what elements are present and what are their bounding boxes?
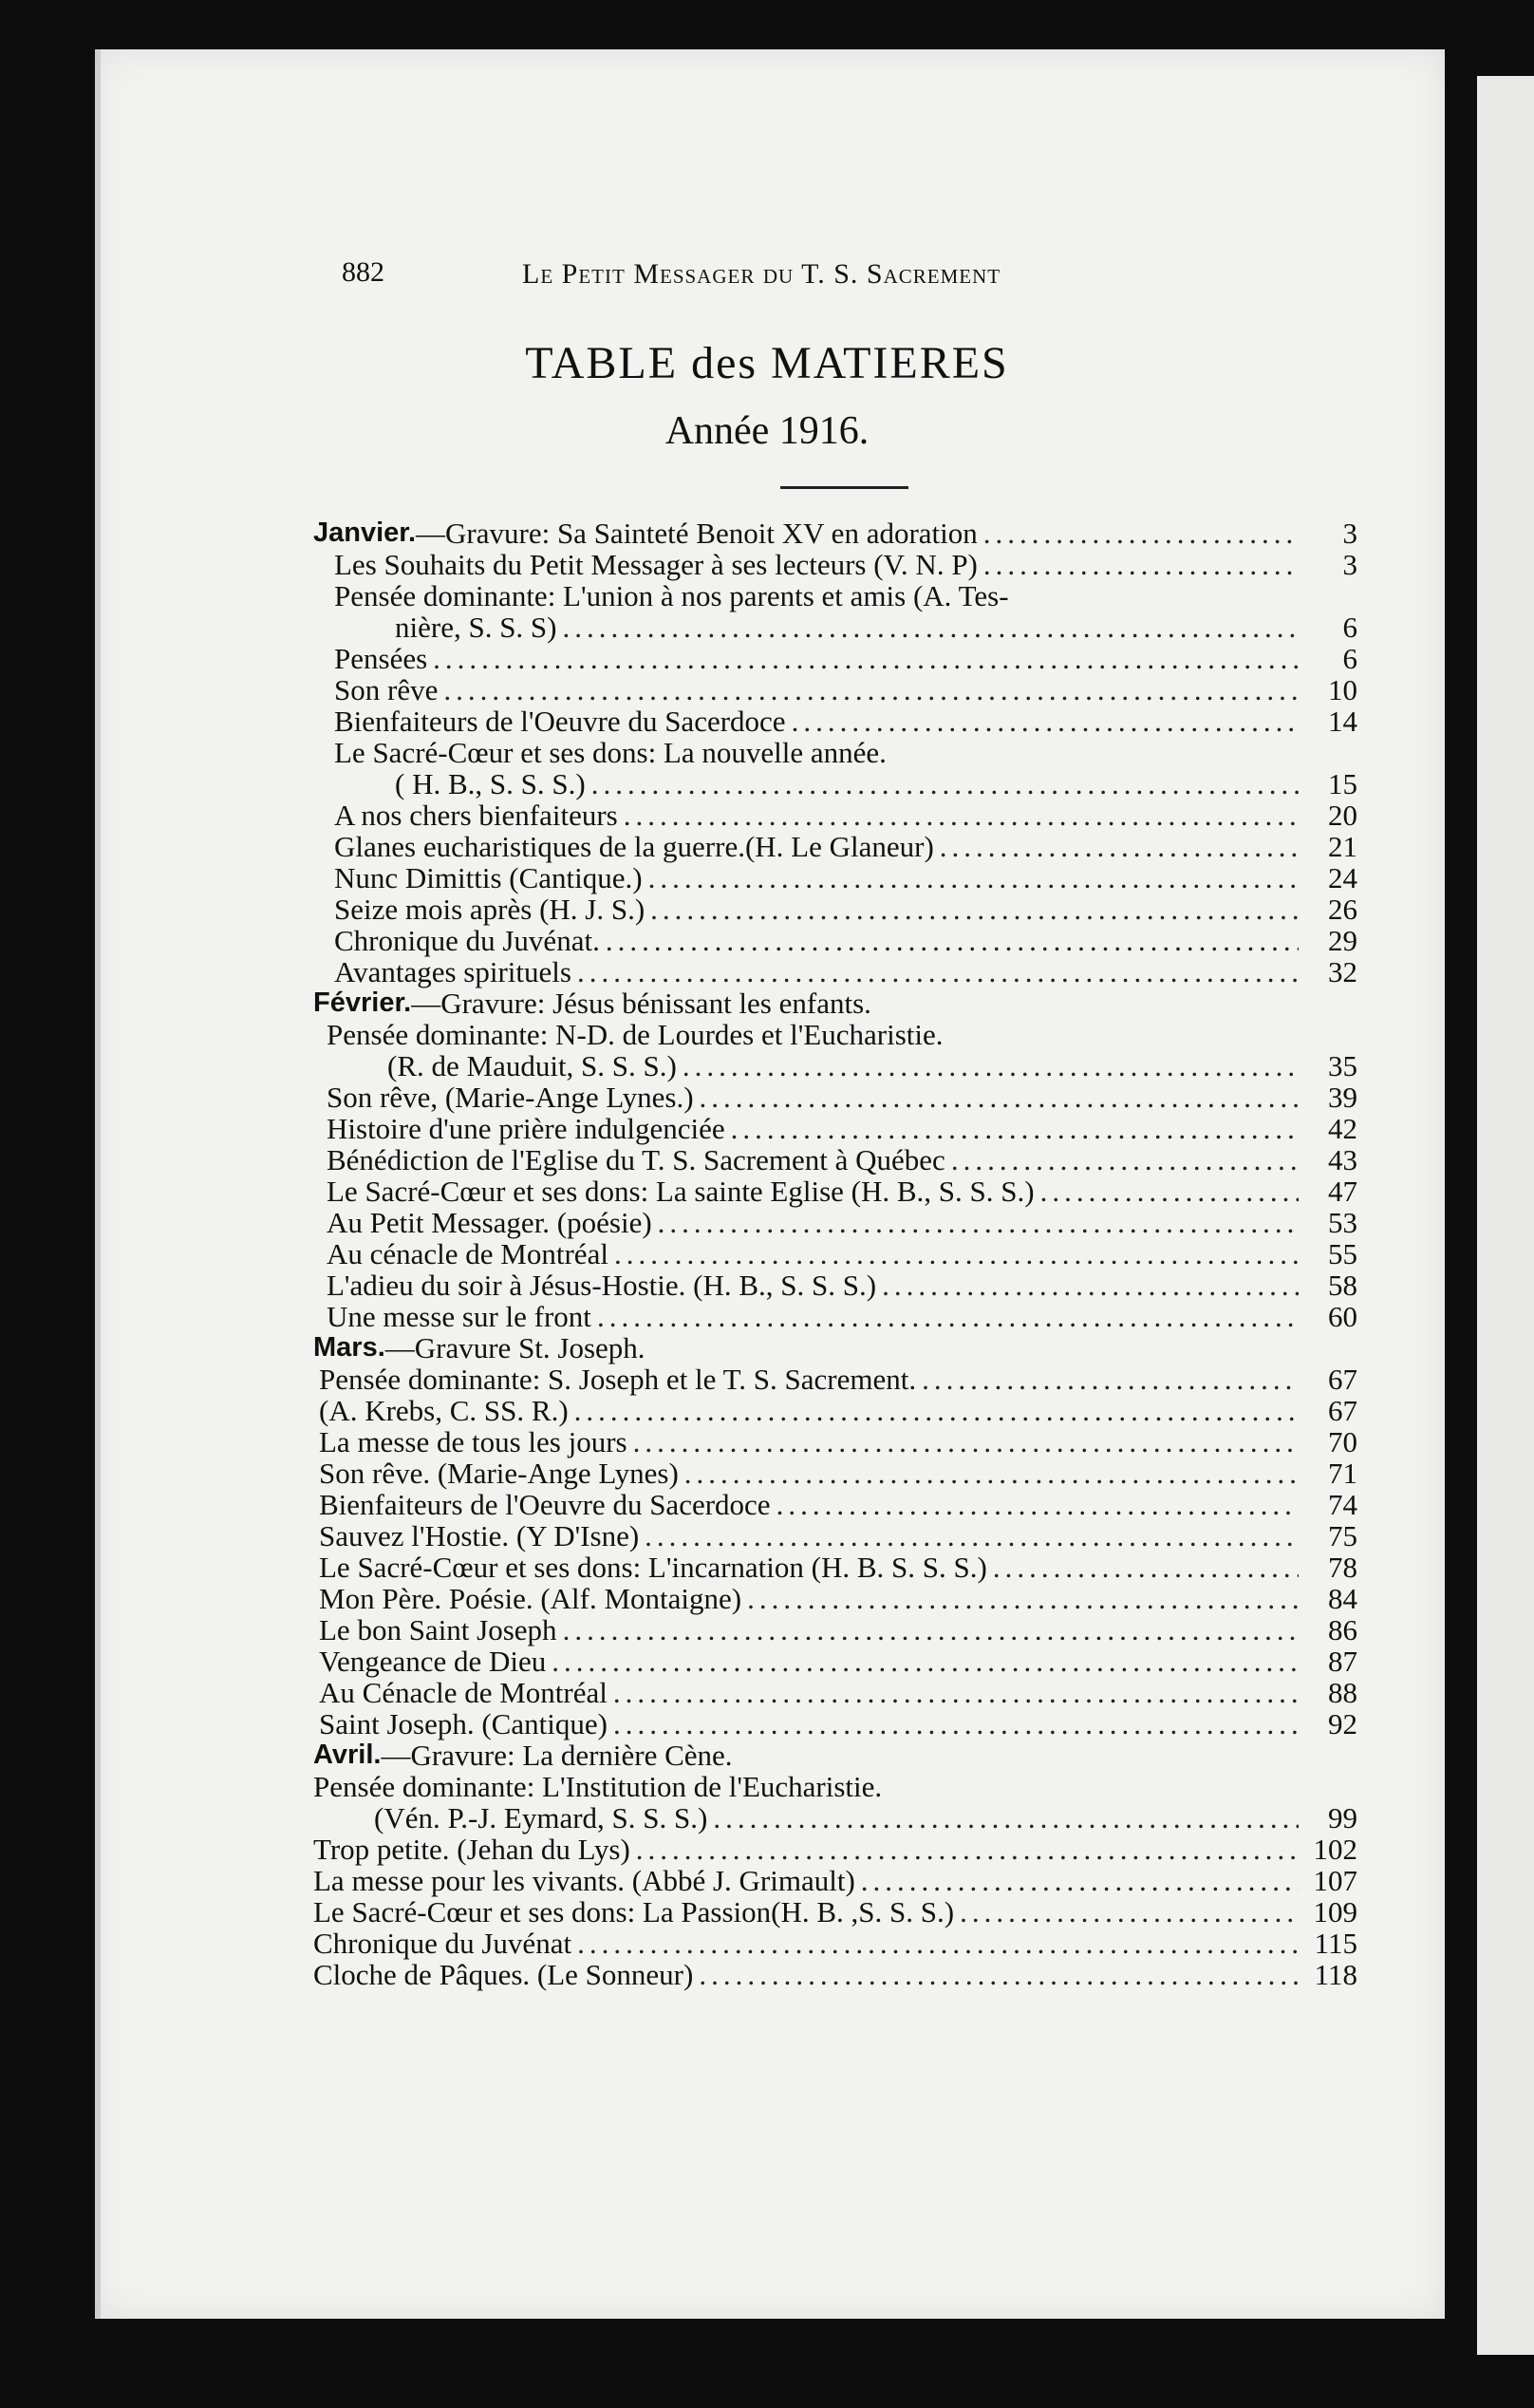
toc-entry-text: Pensée dominante: L'Institution de l'Eucharistie. <box>313 1770 883 1803</box>
toc-entry-text: Au Petit Messager. (poésie) <box>327 1206 652 1239</box>
toc-entry-text: —Gravure: Sa Sainteté Benoit XV en adoration <box>416 517 978 550</box>
toc-entry-text: L'adieu du soir à Jésus-Hostie. (H. B., S. S. S.) <box>327 1269 877 1302</box>
leader-dots <box>552 1646 1299 1677</box>
toc-page-number: 3 <box>1342 548 1357 581</box>
month-label: Avril. <box>313 1740 382 1770</box>
toc-page-number: 78 <box>1328 1551 1357 1584</box>
month-label: Mars. <box>313 1332 385 1363</box>
toc-entry-text: Saint Joseph. (Cantique) <box>319 1707 608 1740</box>
leader-dots <box>699 1959 1299 1990</box>
toc-line <box>313 1677 1357 1708</box>
toc-line <box>313 1614 1357 1646</box>
toc-entry-text: Pensées <box>334 642 428 675</box>
toc-entry-text: Son rêve. (Marie-Ange Lynes) <box>319 1457 679 1490</box>
toc-line <box>313 1113 1357 1144</box>
leader-dots <box>443 674 1299 705</box>
toc-line <box>313 1896 1357 1928</box>
toc-entry-text: Bienfaiteurs de l'Oeuvre du Sacerdoce <box>319 1488 771 1521</box>
toc-entry-text: Sauvez l'Hostie. (Y D'Isne) <box>319 1519 640 1552</box>
toc-page-number: 6 <box>1342 611 1357 644</box>
toc-line <box>313 1740 1357 1771</box>
toc-line <box>313 705 1357 737</box>
toc-line <box>313 956 1357 988</box>
toc-line <box>313 517 1357 549</box>
toc-line <box>313 1176 1357 1207</box>
toc-line <box>313 831 1357 862</box>
toc-line <box>313 1270 1357 1301</box>
title-rule <box>780 486 908 489</box>
leader-dots <box>792 705 1299 737</box>
toc-entry-text: Bénédiction de l'Eglise du T. S. Sacrement à Québec <box>327 1143 945 1176</box>
toc-entry-text: A nos chers bienfaiteurs <box>334 799 618 832</box>
leader-dots <box>731 1113 1299 1144</box>
leader-dots <box>433 643 1299 674</box>
toc-line <box>313 1928 1357 1959</box>
toc-page-number: 99 <box>1328 1801 1357 1834</box>
toc-page-number: 6 <box>1342 642 1357 675</box>
leader-dots <box>577 956 1299 988</box>
toc-entry-text: —Gravure St. Joseph. <box>384 1331 645 1364</box>
toc-page-number: 35 <box>1328 1049 1357 1082</box>
toc-page-number: 70 <box>1328 1425 1357 1458</box>
toc-page-number: 71 <box>1328 1457 1357 1490</box>
toc-page-number: 92 <box>1328 1707 1357 1740</box>
leader-dots <box>650 894 1299 925</box>
toc-line <box>313 1301 1357 1332</box>
page-edge <box>95 49 101 2319</box>
toc-line <box>313 800 1357 831</box>
toc-page-number: 86 <box>1328 1613 1357 1646</box>
toc-page-number: 88 <box>1328 1676 1357 1709</box>
toc-page-number: 43 <box>1328 1143 1357 1176</box>
toc-entry-text: Le Sacré-Cœur et ses dons: La sainte Eglise (H. B., S. S. S.) <box>327 1175 1035 1208</box>
leader-dots <box>563 611 1300 643</box>
toc-page-number: 15 <box>1328 767 1357 800</box>
toc-entry-text: Le Sacré-Cœur et ses dons: La nouvelle année. <box>334 736 887 769</box>
toc-line <box>313 1771 1357 1802</box>
toc-line <box>313 611 1357 643</box>
toc-entry-text: nière, S. S. S) <box>395 611 557 644</box>
toc-line <box>313 580 1357 611</box>
toc-page-number: 67 <box>1328 1394 1357 1427</box>
toc-page-number: 55 <box>1328 1237 1357 1270</box>
toc-line <box>313 1364 1357 1395</box>
toc-entry-text: Nunc Dimittis (Cantique.) <box>334 861 643 894</box>
toc-page-number: 42 <box>1328 1112 1357 1145</box>
leader-dots <box>861 1865 1299 1896</box>
toc-page-number: 26 <box>1328 893 1357 926</box>
toc-page-number: 107 <box>1313 1864 1357 1897</box>
toc-page-number: 14 <box>1328 705 1357 738</box>
leader-dots <box>624 800 1299 831</box>
toc-line <box>313 894 1357 925</box>
toc-line <box>313 1834 1357 1865</box>
toc-entry-text: Chronique du Juvénat <box>313 1927 572 1960</box>
leader-dots <box>633 1426 1299 1458</box>
toc-line <box>313 737 1357 768</box>
toc-line <box>313 768 1357 800</box>
toc-page-number: 39 <box>1328 1081 1357 1114</box>
toc-line <box>313 1646 1357 1677</box>
toc-entry-text: Histoire d'une prière indulgenciée <box>327 1112 725 1145</box>
toc-line <box>313 988 1357 1019</box>
toc-page-number: 115 <box>1314 1927 1357 1960</box>
toc-entry-text: Les Souhaits du Petit Messager à ses lecteurs (V. N. P) <box>334 548 978 581</box>
toc-page-number: 53 <box>1328 1206 1357 1239</box>
toc-line <box>313 549 1357 580</box>
month-label: Janvier. <box>313 517 417 548</box>
toc-line <box>313 1426 1357 1458</box>
toc-line <box>313 1050 1357 1082</box>
toc-entry-text: Pensée dominante: S. Joseph et le T. S. Sacrement. <box>319 1363 917 1396</box>
leader-dots <box>591 768 1299 800</box>
toc-line <box>313 1959 1357 1990</box>
toc-entry-text: Glanes eucharistiques de la guerre.(H. Le Glaneur) <box>334 830 934 863</box>
leader-dots <box>960 1896 1299 1928</box>
toc-line <box>313 1489 1357 1520</box>
toc-line <box>313 643 1357 674</box>
leader-dots <box>776 1489 1299 1520</box>
toc-line <box>313 1395 1357 1426</box>
toc-page-number: 74 <box>1328 1488 1357 1521</box>
toc-entry-text: —Gravure: Jésus bénissant les enfants. <box>411 987 871 1020</box>
toc-entry-text: Vengeance de Dieu <box>319 1645 547 1678</box>
toc-entry-text: Trop petite. (Jehan du Lys) <box>313 1833 630 1866</box>
toc-page-number: 21 <box>1328 830 1357 863</box>
toc-line <box>313 1520 1357 1552</box>
month-label: Février. <box>313 988 412 1018</box>
toc-entry-text: (A. Krebs, C. SS. R.) <box>319 1394 569 1427</box>
leader-dots <box>683 1050 1299 1082</box>
leader-dots <box>1040 1176 1299 1207</box>
leader-dots <box>648 862 1299 894</box>
table-of-contents <box>313 517 1357 1990</box>
toc-entry-text: Pensée dominante: L'union à nos parents et amis (A. Tes- <box>334 579 1009 612</box>
toc-entry-text: Une messe sur le front <box>327 1300 591 1333</box>
leader-dots <box>684 1458 1299 1489</box>
toc-entry-text: Cloche de Pâques. (Le Sonneur) <box>313 1958 694 1991</box>
toc-entry-text: Son rêve, (Marie-Ange Lynes.) <box>327 1081 694 1114</box>
toc-year: Année 1916. <box>664 409 870 453</box>
leader-dots <box>613 1708 1299 1740</box>
toc-page-number: 60 <box>1328 1300 1357 1333</box>
toc-entry-text: Seize mois après (H. J. S.) <box>334 893 645 926</box>
toc-entry-text: Chronique du Juvénat. <box>334 924 600 957</box>
leader-dots <box>882 1270 1299 1301</box>
toc-line <box>313 1802 1357 1834</box>
toc-line <box>313 1708 1357 1740</box>
toc-line <box>313 1207 1357 1238</box>
leader-dots <box>597 1301 1299 1332</box>
toc-entry-text: (Vén. P.-J. Eymard, S. S. S.) <box>374 1801 708 1834</box>
leader-dots <box>983 517 1299 549</box>
leader-dots <box>993 1552 1299 1583</box>
toc-entry-text: Pensée dominante: N-D. de Lourdes et l'Eucharistie. <box>327 1018 944 1051</box>
toc-page-number: 102 <box>1313 1833 1357 1866</box>
toc-title: TABLE des MATIERES <box>525 338 1009 388</box>
toc-line <box>313 1332 1357 1364</box>
toc-entry-text: Le Sacré-Cœur et ses dons: L'incarnation (H. B. S. S. S.) <box>319 1551 987 1584</box>
leader-dots <box>983 549 1299 580</box>
leader-dots <box>922 1364 1299 1395</box>
running-title: Le Petit Messager du T. S. Sacrement <box>522 258 1001 290</box>
leader-dots <box>645 1520 1299 1552</box>
toc-entry-text: Mon Père. Poésie. (Alf. Montaigne) <box>319 1582 742 1615</box>
leader-dots <box>636 1834 1299 1865</box>
toc-entry-text: Au cénacle de Montréal <box>327 1237 608 1270</box>
toc-entry-text: La messe de tous les jours <box>319 1425 627 1458</box>
toc-entry-text: Avantages spirituels <box>334 955 571 988</box>
toc-page-number: 20 <box>1328 799 1357 832</box>
toc-page-number: 24 <box>1328 861 1357 894</box>
toc-line <box>313 1552 1357 1583</box>
toc-page-number: 29 <box>1328 924 1357 957</box>
toc-entry-text: Le Sacré-Cœur et ses dons: La Passion(H. B. ,S. S. S.) <box>313 1895 955 1928</box>
toc-entry-text: ( H. B., S. S. S.) <box>395 767 586 800</box>
page-number: 882 <box>342 256 384 288</box>
toc-line <box>313 1082 1357 1113</box>
toc-line <box>313 1019 1357 1050</box>
leader-dots <box>613 1677 1299 1708</box>
toc-page-number: 3 <box>1342 517 1357 550</box>
toc-entry-text: (R. de Mauduit, S. S. S.) <box>387 1049 677 1082</box>
toc-entry-text: —Gravure: La dernière Cène. <box>381 1739 733 1772</box>
toc-entry-text: La messe pour les vivants. (Abbé J. Grimault) <box>313 1864 855 1897</box>
leader-dots <box>563 1614 1299 1646</box>
toc-page-number: 84 <box>1328 1582 1357 1615</box>
leader-dots <box>574 1395 1299 1426</box>
leader-dots <box>606 925 1299 956</box>
toc-page-number: 67 <box>1328 1363 1357 1396</box>
toc-line <box>313 1583 1357 1614</box>
leader-dots <box>940 831 1299 862</box>
leader-dots <box>700 1082 1299 1113</box>
leader-dots <box>658 1207 1299 1238</box>
toc-page-number: 118 <box>1314 1958 1357 1991</box>
toc-entry-text: Bienfaiteurs de l'Oeuvre du Sacerdoce <box>334 705 786 738</box>
toc-line <box>313 925 1357 956</box>
toc-page-number: 109 <box>1313 1895 1357 1928</box>
page-header <box>342 256 1206 304</box>
toc-page-number: 10 <box>1328 673 1357 706</box>
toc-entry-text: Au Cénacle de Montréal <box>319 1676 608 1709</box>
toc-page-number: 75 <box>1328 1519 1357 1552</box>
toc-page-number: 47 <box>1328 1175 1357 1208</box>
toc-entry-text: Son rêve <box>334 673 439 706</box>
toc-page-number: 32 <box>1328 955 1357 988</box>
toc-page-number: 58 <box>1328 1269 1357 1302</box>
toc-line <box>313 1865 1357 1896</box>
toc-line <box>313 1144 1357 1176</box>
leader-dots <box>747 1583 1299 1614</box>
leader-dots <box>713 1802 1299 1834</box>
toc-line <box>313 1458 1357 1489</box>
toc-entry-text: Le bon Saint Joseph <box>319 1613 557 1646</box>
toc-line <box>313 674 1357 705</box>
leader-dots <box>951 1144 1299 1176</box>
toc-line <box>313 1238 1357 1270</box>
toc-page-number: 87 <box>1328 1645 1357 1678</box>
leader-dots <box>577 1928 1299 1959</box>
leader-dots <box>614 1238 1299 1270</box>
toc-line <box>313 862 1357 894</box>
